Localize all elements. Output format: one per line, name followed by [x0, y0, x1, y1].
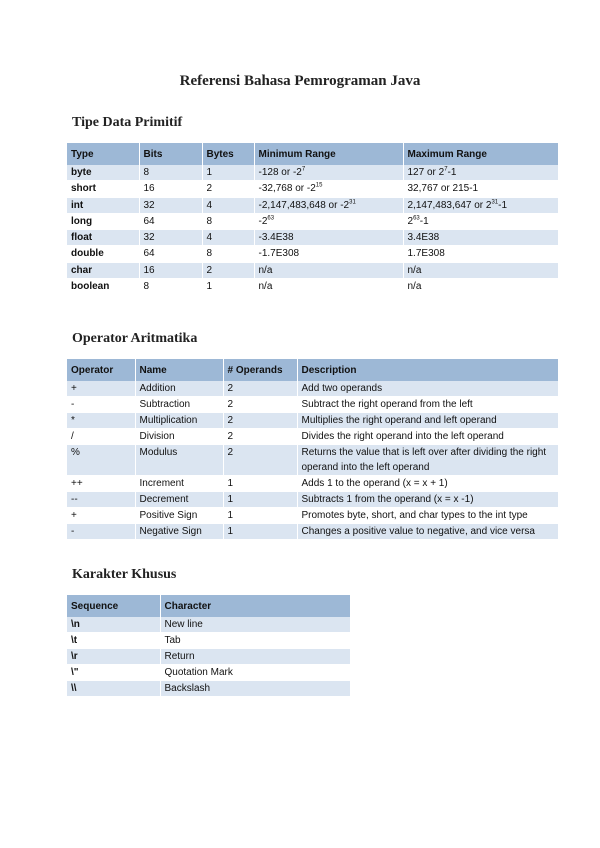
operator-cell: ++ [67, 476, 135, 492]
section-title-primitive: Tipe Data Primitif [72, 115, 183, 130]
maximum-range-cell [403, 181, 558, 197]
maximum-range-cell-base: 3.4E38 [407, 232, 440, 244]
maximum-range-cell-base: n/a [407, 264, 422, 276]
minimum-range-cell [254, 181, 403, 197]
character-cell: Quotation Mark [160, 665, 350, 681]
column-header: Bytes [202, 143, 254, 165]
minimum-range-cell-base: -3.4E38 [258, 232, 294, 244]
character-cell: Tab [160, 633, 350, 649]
maximum-range-cell-tail: -1 [419, 215, 429, 227]
bytes-cell: 8 [202, 213, 254, 229]
table-header-row [67, 143, 558, 165]
primitive-types-body [67, 165, 558, 295]
maximum-range-cell-base: 32,767 or 215-1 [407, 183, 479, 195]
table-row [67, 681, 350, 697]
bytes-cell: 1 [202, 165, 254, 181]
operands-cell: 2 [223, 397, 297, 413]
operands-cell: 2 [223, 381, 297, 397]
operator-cell: * [67, 413, 135, 429]
minimum-range-cell [254, 197, 403, 213]
operator-cell: % [67, 445, 135, 476]
description-cell: Multiplies the right operand and left operand [297, 413, 558, 429]
primitive-types-table [67, 143, 559, 295]
description-cell: Promotes byte, short, and char types to the int type [297, 508, 558, 524]
table-row [67, 633, 350, 649]
name-cell: Division [135, 429, 223, 445]
bits-cell: 64 [139, 246, 202, 262]
character-cell: New line [160, 617, 350, 633]
name-cell: Multiplication [135, 413, 223, 429]
section-title-special: Karakter Khusus [72, 567, 177, 582]
maximum-range-cell-base: 127 or 2 [407, 167, 445, 178]
operator-cell: / [67, 429, 135, 445]
name-cell: Modulus [135, 445, 223, 476]
name-cell: Addition [135, 381, 223, 397]
bytes-cell: 2 [202, 181, 254, 197]
maximum-range-cell-base: 1.7E308 [407, 248, 445, 260]
table-row [67, 230, 558, 246]
table-row [67, 665, 350, 681]
sequence-cell: \n [67, 617, 160, 633]
table-row [67, 508, 558, 524]
bytes-cell: 4 [202, 197, 254, 213]
special-characters-table [67, 595, 351, 697]
table-row [67, 429, 558, 445]
description-cell: Returns the value that is left over after dividing the right operand into the left operand [297, 445, 558, 476]
maximum-range-cell-base: 2,147,483,647 or 2 [407, 199, 492, 211]
name-cell: Increment [135, 476, 223, 492]
description-cell: Adds 1 to the operand (x = x + 1) [297, 476, 558, 492]
operator-cell: - [67, 524, 135, 540]
column-header: Operator [67, 359, 135, 381]
bits-cell: 16 [139, 181, 202, 197]
column-header: Type [67, 143, 139, 165]
sequence-cell: \r [67, 649, 160, 665]
maximum-range-cell [403, 279, 558, 295]
table-row [67, 213, 558, 229]
maximum-range-cell [403, 262, 558, 278]
type-cell: double [67, 246, 139, 262]
maximum-range-cell-base: 2 [407, 215, 414, 227]
operator-cell: + [67, 508, 135, 524]
bits-cell: 8 [139, 279, 202, 295]
description-cell: Divides the right operand into the left operand [297, 429, 558, 445]
column-header: Sequence [67, 595, 160, 617]
bits-cell: 32 [139, 230, 202, 246]
table-row [67, 617, 350, 633]
column-header: Bits [139, 143, 202, 165]
minimum-range-cell-exponent: 31 [349, 199, 356, 206]
column-header: Minimum Range [254, 143, 403, 165]
type-cell: short [67, 181, 139, 197]
minimum-range-cell [254, 246, 403, 262]
maximum-range-cell [403, 165, 558, 181]
minimum-range-cell [254, 213, 403, 229]
operands-cell: 1 [223, 508, 297, 524]
operands-cell: 2 [223, 413, 297, 429]
table-row [67, 476, 558, 492]
type-cell: float [67, 230, 139, 246]
minimum-range-cell [254, 262, 403, 278]
type-cell: byte [67, 165, 139, 181]
column-header: Name [135, 359, 223, 381]
table-row [67, 445, 558, 476]
description-cell: Subtract the right operand from the left [297, 397, 558, 413]
maximum-range-cell [403, 213, 558, 229]
character-cell: Backslash [160, 681, 350, 697]
operator-cell: - [67, 397, 135, 413]
operands-cell: 2 [223, 445, 297, 476]
description-cell: Subtracts 1 from the operand (x = x -1) [297, 492, 558, 508]
type-cell: int [67, 197, 139, 213]
name-cell: Positive Sign [135, 508, 223, 524]
minimum-range-cell [254, 279, 403, 295]
description-cell: Add two operands [297, 381, 558, 397]
minimum-range-cell-base: -128 or -2 [258, 167, 302, 178]
minimum-range-cell-base: n/a [258, 281, 273, 293]
operator-cell: -- [67, 492, 135, 508]
minimum-range-cell-base: -2,147,483,648 or -2 [258, 199, 350, 211]
maximum-range-cell-base: n/a [407, 281, 422, 293]
operator-cell: + [67, 381, 135, 397]
table-row [67, 246, 558, 262]
minimum-range-cell-exponent: 15 [315, 182, 323, 189]
bytes-cell: 8 [202, 246, 254, 262]
bits-cell: 32 [139, 197, 202, 213]
table-header-row [67, 359, 558, 381]
maximum-range-cell [403, 197, 558, 213]
operands-cell: 2 [223, 429, 297, 445]
character-cell: Return [160, 649, 350, 665]
minimum-range-cell-base: -1.7E308 [258, 248, 300, 260]
type-cell: long [67, 213, 139, 229]
sequence-cell: \t [67, 633, 160, 649]
minimum-range-cell-base: -32,768 or -2 [258, 183, 316, 195]
operator-body [67, 381, 558, 540]
minimum-range-cell-base: -2 [258, 215, 268, 227]
table-row [67, 413, 558, 429]
maximum-range-cell-exponent: 31 [491, 199, 499, 206]
maximum-range-cell-tail: -1 [447, 167, 457, 178]
minimum-range-cell-base: n/a [258, 264, 273, 276]
maximum-range-cell-exponent: 63 [413, 215, 420, 222]
minimum-range-cell-exponent: 63 [267, 215, 275, 222]
operands-cell: 1 [223, 524, 297, 540]
table-row [67, 397, 558, 413]
minimum-range-cell [254, 165, 403, 181]
table-row [67, 197, 558, 213]
sequence-cell: \" [67, 665, 160, 681]
bytes-cell: 2 [202, 262, 254, 278]
type-cell: boolean [67, 279, 139, 295]
maximum-range-cell-tail: -1 [498, 199, 508, 211]
maximum-range-cell [403, 230, 558, 246]
table-row [67, 492, 558, 508]
maximum-range-cell [403, 246, 558, 262]
type-cell: char [67, 262, 139, 278]
sequence-cell: \\ [67, 681, 160, 697]
table-row [67, 262, 558, 278]
description-cell: Changes a positive value to negative, and vice versa [297, 524, 558, 540]
table-row [67, 181, 558, 197]
column-header: # Operands [223, 359, 297, 381]
table-header-row [67, 595, 350, 617]
name-cell: Negative Sign [135, 524, 223, 540]
name-cell: Decrement [135, 492, 223, 508]
operands-cell: 1 [223, 492, 297, 508]
bytes-cell: 1 [202, 279, 254, 295]
bits-cell: 64 [139, 213, 202, 229]
minimum-range-cell-exponent: 7 [301, 166, 306, 173]
section-title-operator: Operator Aritmatika [72, 331, 198, 346]
operator-table [67, 359, 559, 540]
minimum-range-cell [254, 230, 403, 246]
table-row [67, 279, 558, 295]
table-row [67, 524, 558, 540]
maximum-range-cell-exponent: 7 [444, 166, 448, 173]
bits-cell: 8 [139, 165, 202, 181]
column-header: Maximum Range [403, 143, 558, 165]
table-row [67, 381, 558, 397]
bits-cell: 16 [139, 262, 202, 278]
operands-cell: 1 [223, 476, 297, 492]
page-title: Referensi Bahasa Pemrograman Java [179, 73, 421, 89]
special-characters-body [67, 617, 350, 697]
name-cell: Subtraction [135, 397, 223, 413]
column-header: Description [297, 359, 558, 381]
column-header: Character [160, 595, 350, 617]
table-row [67, 649, 350, 665]
bytes-cell: 4 [202, 230, 254, 246]
table-row [67, 165, 558, 181]
